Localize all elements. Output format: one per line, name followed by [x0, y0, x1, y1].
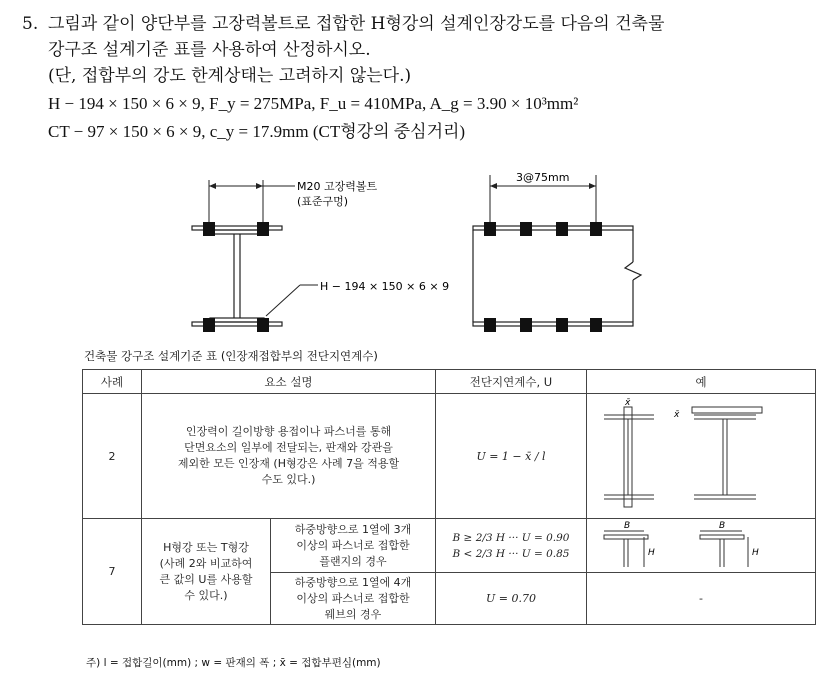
question-line-2: 강구조 설계기준 표를 사용하여 산정하시오.	[48, 40, 371, 60]
row2-desc-line: 큰 값의 U를 사용할	[159, 572, 253, 586]
row1-desc	[142, 394, 436, 519]
b-label: B	[624, 521, 631, 531]
row2-example	[587, 519, 816, 573]
h-label: H	[648, 548, 655, 558]
row2-sub2-line: 이상의 파스너로 접합한	[296, 591, 410, 605]
row2-u1b: B < 2/3 H ··· U = 0.85	[452, 547, 570, 560]
table-footnote: 주) l = 접합길이(mm) ; w = 판재의 폭 ; x̄ = 접합부편심(mm)	[86, 657, 381, 669]
row2-example-2: -	[587, 573, 816, 625]
question-line-1: 그림과 같이 양단부를 고장력볼트로 접합한 H형강의 설계인장강도를 다음의 건축물	[48, 14, 665, 34]
question-number: 5.	[22, 14, 39, 34]
row1-u: U = 1 − x̄ / l	[436, 394, 587, 519]
bolt-label: M20 고장력볼트	[297, 180, 378, 193]
row2-u2: U = 0.70	[436, 573, 587, 625]
row2-desc-line: H형강 또는 T형강	[163, 540, 249, 554]
table-caption: 건축물 강구조 설계기준 표 (인장재접합부의 전단지연계수)	[84, 349, 378, 363]
question-line-4: H − 194 × 150 × 6 × 9, F_y = 275MPa, F_u = 410MPa, A_g = 3.90 × 10³mm²	[48, 94, 579, 113]
row1-example	[587, 394, 816, 519]
row2-case: 7	[83, 519, 142, 625]
row2-sub2-line: 웨브의 경우	[324, 607, 382, 621]
b-label-2: B	[719, 521, 726, 531]
header-u: 전단지연계수, U	[436, 370, 587, 394]
row2-sub1-line: 이상의 파스너로 접합한	[296, 538, 410, 552]
row1-desc-line: 제외한 모든 인장재 (H형강은 사례 7을 적용할	[177, 457, 400, 470]
row2-sub1	[271, 519, 436, 573]
row2-u1a: B ≥ 2/3 H ··· U = 0.90	[452, 531, 570, 544]
header-desc: 요소 설명	[142, 370, 436, 394]
row2-desc-line: 수 있다.)	[184, 588, 228, 602]
row1-case: 2	[83, 394, 142, 519]
question-line-3: (단, 접합부의 강도 한계상태는 고려하지 않는다.)	[48, 66, 412, 86]
row2-u1	[436, 519, 587, 573]
x-bar-label: x̄	[625, 398, 631, 408]
spacing-label: 3@75mm	[516, 171, 570, 184]
shear-lag-table	[82, 369, 816, 625]
row2-desc-line: (사례 2와 비교하여	[159, 556, 253, 570]
row2-sub1-line: 플랜지의 경우	[319, 554, 387, 568]
row1-desc-line: 수도 있다.)	[261, 473, 316, 486]
row2-desc	[142, 519, 271, 625]
h-label-2: H	[752, 548, 759, 558]
row1-desc-line: 단면요소의 일부에 전달되는, 판재와 강관을	[184, 441, 393, 454]
section-label: H − 194 × 150 × 6 × 9	[320, 280, 450, 293]
row1-desc-line: 인장력이 길이방향 용접이나 파스너를 통해	[185, 425, 392, 438]
question-line-5: CT − 97 × 150 × 6 × 9, c_y = 17.9mm (CT형강의 중심거리)	[48, 122, 466, 141]
x-bar-label-2: x̄	[674, 410, 680, 420]
header-case: 사례	[83, 370, 142, 394]
header-example: 예	[587, 370, 816, 394]
hole-label: (표준구멍)	[297, 195, 349, 208]
row2-sub2-line: 하중방향으로 1열에 4개	[294, 575, 412, 589]
row2-sub1-line: 하중방향으로 1열에 3개	[294, 522, 412, 536]
row2-sub2	[271, 573, 436, 625]
row2-example-figure	[596, 519, 806, 569]
row1-example-figure	[596, 397, 806, 512]
